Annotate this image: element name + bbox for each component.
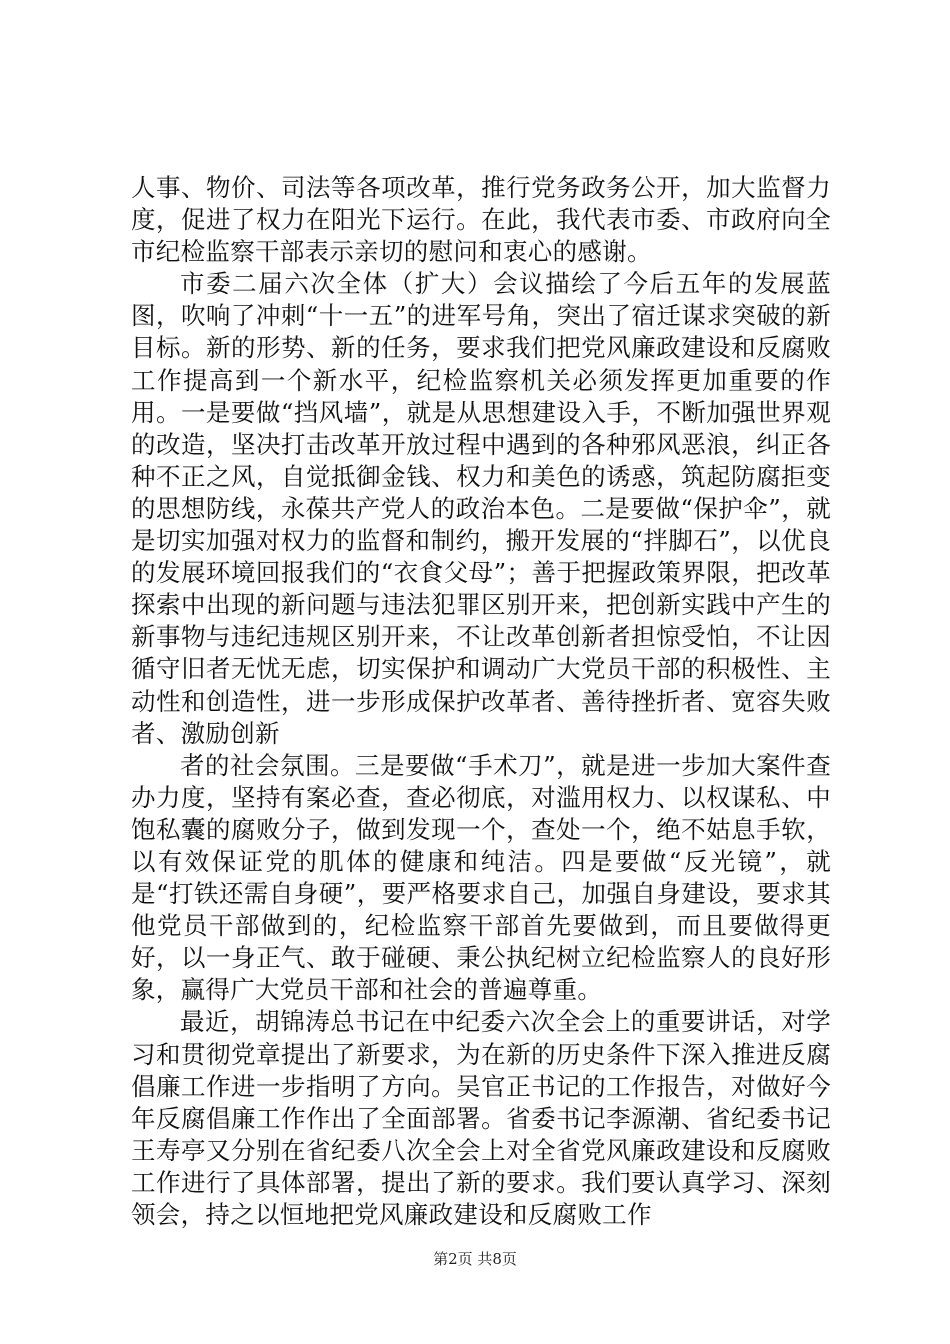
page-number-label: 第2页 共8页	[433, 1250, 517, 1268]
paragraph-4: 最近，胡锦涛总书记在中纪委六次全会上的重要讲话，对学习和贯彻党章提出了新要求，为在新的历史条件下深入推进反腐倡廉工作进一步指明了方向。吴官正书记的工作报告，对做好今年反腐倡廉工作作出了全面部署。省委书记李源潮、省纪委书记王寿亭又分别在省纪委八次全会上对全省党风廉政建设和反腐败工作进行了具体部署，提出了新的要求。我们要认真学习、深刻领会，持之以恒地把党风廉政建设和反腐败工作	[131, 1007, 831, 1229]
paragraph-1: 人事、物价、司法等各项改革，推行党务政务公开，加大监督力度，促进了权力在阳光下运行。在此，我代表市委、市政府向全市纪检监察干部表示亲切的慰问和衷心的感谢。	[131, 173, 831, 267]
paragraph-3: 者的社会氛围。三是要做“手术刀”，就是进一步加大案件查办力度，坚持有案必查，查必彻底，对滥用权力、以权谋私、中饱私囊的腐败分子，做到发现一个，查处一个，绝不姑息手软，以有效保证党的肌体的健康和纯洁。四是要做“反光镜”，就是“打铁还需自身硬”，要严格要求自己，加强自身建设，要求其他党员干部做到的，纪检监察干部首先要做到，而且要做得更好，以一身正气、敢于碰硬、秉公执纪树立纪检监察人的良好形象，赢得广大党员干部和社会的普遍尊重。	[131, 750, 831, 1005]
document-body	[131, 172, 831, 1231]
paragraph-2: 市委二届六次全体（扩大）会议描绘了今后五年的发展蓝图，吹响了冲刺“十一五”的进军号角，突出了宿迁谋求突破的新目标。新的形势、新的任务，要求我们把党风廉政建设和反腐败工作提高到一个新水平，纪检监察机关必须发挥更加重要的作用。一是要做“挡风墙”，就是从思想建设入手，不断加强世界观的改造，坚决打击改革开放过程中遇到的各种邪风恶浪，纠正各种不正之风，自觉抵御金钱、权力和美色的诱惑，筑起防腐拒变的思想防线，永葆共产党人的政治本色。二是要做“保护伞”，就是切实加强对权力的监督和制约，搬开发展的“拌脚石”，以优良的发展环境回报我们的“衣食父母”；善于把握政策界限，把改革探索中出现的新问题与违法犯罪区别开来，把创新实践中产生的新事物与违纪违规区别开来，不让改革创新者担惊受怕，不让因循守旧者无忧无虑，切实保护和调动广大党员干部的积极性、主动性和创造性，进一步形成保护改革者、善待挫折者、宽容失败者、激励创新	[131, 269, 831, 748]
page-footer	[0, 1249, 950, 1269]
